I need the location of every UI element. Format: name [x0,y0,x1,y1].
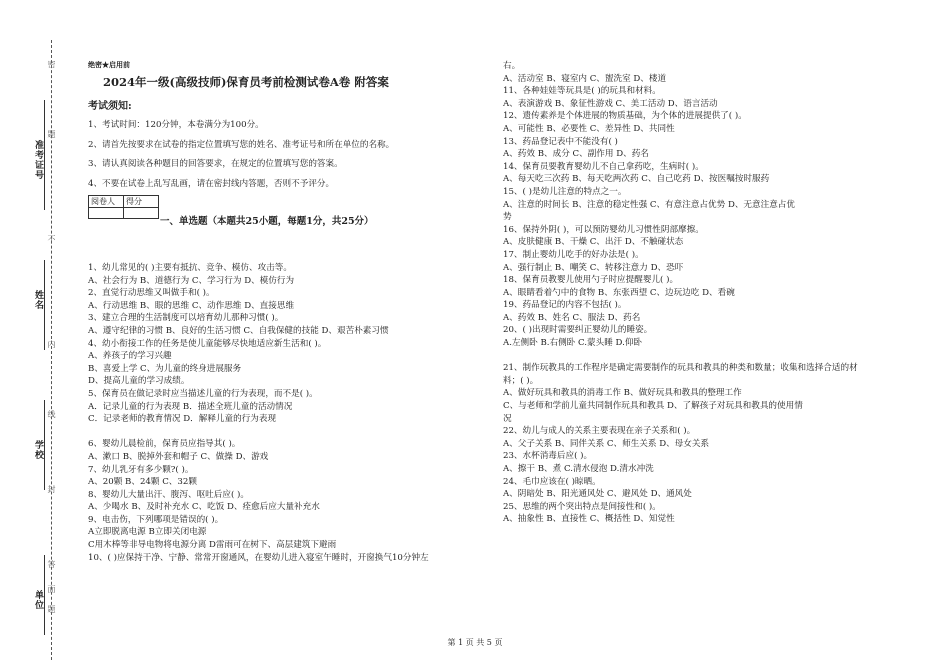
question-line: C用木棒等非导电物将电源分离 D雷雨可在树下、高层建筑下避雨 [88,540,337,551]
question-line: A、漱口 B、脱掉外套和帽子 C、做操 D、游戏 [88,451,269,462]
question-line [503,350,858,363]
question-line: A、活动室 B、寝室内 C、盥洗室 D、楼道 [503,73,667,84]
score-blank [124,208,159,219]
question-line: A、可能性 B、必要性 C、差异性 D、共同性 [503,123,675,134]
question-line: A、行动思维 B、眼的思维 C、动作思维 D、直接思维 [88,300,295,311]
secret-mark: 绝密★启用前 [88,60,130,69]
question-line: 7、幼儿乳牙有多少颗?( )。 [88,464,194,475]
question-line: 22、幼儿与成人的关系主要表现在亲子关系和( )。 [503,426,696,437]
question-line: 14、保育员要教育婴幼儿不自己拿药吃，生病时( )。 [503,161,704,172]
question-line: 4、幼小衔接工作的任务是使儿童能够尽快地适应新生活和( )。 [88,338,327,349]
question-line: A、皮肤健康 B、干燥 C、出汗 D、不触碰状态 [503,237,684,248]
question-line: A、强行制止 B、嘲笑 C、转移注意力 D、恐吓 [503,262,684,273]
unit-label: 单位 [33,590,43,610]
seal-char: 封 [47,485,56,493]
question-line: 18、保育员教婴儿使用勺子时应提醒婴儿( )。 [503,275,679,286]
exam-no-line [44,100,45,210]
reviewer-blank [89,208,124,219]
question-line: 3、建立合理的生活制度可以培育幼儿那种习惯( )。 [88,313,284,324]
seal-char: 线 [47,410,56,418]
notice-item: 3、请认真阅读各种题目的回答要求，在规定的位置填写您的答案。 [88,159,343,169]
seal-char: 内 [47,340,56,348]
question-line: A、养孩子的学习兴趣 [88,351,172,362]
question-line: A.左侧卧 B.右侧卧 C.蒙头睡 D.仰卧 [503,338,643,349]
question-line: 13、药品登记表中不能没有( ) [503,136,618,147]
question-line: 16、保持外阴( )，可以预防婴幼儿习惯性阴部摩擦。 [503,224,704,235]
notice-item: 4、不要在试卷上乱写乱画，请在密封线内答题，否则不予评分。 [88,179,335,189]
question-line: 24、毛巾应该在( )晾晒。 [503,476,601,487]
question-line: A、遵守纪律的习惯 B、良好的生活习惯 C、自我保健的技能 D、艰苦朴素习惯 [88,325,389,336]
question-line: 2、直觉行动思维又叫做手和( )。 [88,288,215,299]
question-line: A、抽象性 B、直接性 C、概括性 D、知觉性 [503,514,675,525]
question-line: 况 [503,413,512,424]
question-line: C、与老师和学前儿童共同制作玩具和教具 D、了解孩子对玩具和教具的使用情 [503,401,803,412]
question-line: A、药效 B、姓名 C、服法 D、药名 [503,312,641,323]
question-line: 势 [503,212,512,223]
question-line: 右。 [503,61,521,71]
seal-char: 密 [47,60,56,68]
question-line: A、擦干 B、煮 C.清水侵泡 D.清水冲洗 [503,464,654,474]
notice-item: 2、请首先按要求在试卷的指定位置填写您的姓名、准考证号和所在单位的名称。 [88,140,395,150]
question-line: 10、( )应保持干净、宁静、常常开窗通风，在婴幼儿进入寝室午睡时，开窗换气10分钟左 [88,552,429,563]
reviewer-cell: 阅卷人 [89,196,124,208]
question-line: 料；( )。 [503,375,539,386]
section-title: 一、单选题（本题共25小题，每题1分，共25分） [160,216,374,227]
question-line: A、药效 B、成分 C、副作用 D、药名 [503,149,649,160]
question-line: A．记录儿童的行为表现 B．描述全班儿童的活动情况 [88,401,293,412]
name-line [44,260,45,350]
question-line: A立即脱离电源 B立即关闭电源 [88,527,207,538]
score-table [88,195,159,219]
name-label: 姓名 [33,290,43,310]
question-line: D、提高儿童的学习成绩。 [88,376,190,387]
unit-line [44,555,45,635]
question-line: A、少喝水 B、及时补充水 C、吃饭 D、痊愈后应大量补充水 [88,502,320,513]
question-line: 5、保育员在做记录时应当描述儿童的行为表现，而不是( )。 [88,388,318,399]
question-line: C．记录老师的教育情况 D．解释儿童的行为表现 [88,414,277,425]
seal-char: 题 [47,130,56,138]
question-line: A、父子关系 B、同伴关系 C、师生关系 D、母女关系 [503,438,710,449]
question-line: 6、婴幼儿晨检前，保育员应指导其( )。 [88,439,241,450]
question-line: 25、思维的两个突出特点是间接性和( )。 [503,501,661,512]
school-label: 学校 [33,440,43,460]
question-line [88,426,429,439]
question-line: 9、电击伤，下列哪项是错误的( )。 [88,514,224,525]
seal-char: 面 [47,585,56,593]
questions-left-column [88,262,429,564]
school-line [44,400,45,490]
question-line: A、每天吃三次药 B、每天吃两次药 C、自己吃药 D、按医嘱按时服药 [503,174,770,185]
question-line: 20、( )出现时需要纠正婴幼儿的睡姿。 [503,325,653,336]
question-line: 15、( )是幼儿注意的特点之一。 [503,186,627,197]
score-cell: 得分 [124,196,159,208]
question-line: 8、婴幼儿大量出汗、腹泻、呕吐后应( )。 [88,489,249,500]
notice-title: 考试须知: [88,101,132,112]
question-line: A、眼睛看着勺中的食物 B、东张西望 C、边玩边吃 D、看碗 [503,287,735,298]
question-line: A、做好玩具和教具的消毒工作 B、做好玩具和教具的整理工作 [503,388,742,399]
binding-margin [0,0,70,671]
question-line: 12、遗传素养是个体进展的物质基础，为个体的进展提供了( )。 [503,111,747,122]
seal-char: 答 [47,560,56,568]
question-line: A、社会行为 B、道德行为 C、学习行为 D、模仿行为 [88,275,295,286]
seal-char: 不 [47,235,56,243]
question-line: B、喜爱上学 C、为儿童的终身进展服务 [88,363,242,374]
notice-item: 1、考试时间：120分钟，本卷满分为100分。 [88,120,264,130]
question-line: A、20颗 B、24颗 C、32颗 [88,477,197,488]
question-line: A、表演游戏 B、象征性游戏 C、美工活动 D、语言活动 [503,98,718,109]
questions-right-column [503,60,858,526]
exam-title: 2024年一级(高级技师)保育员考前检测试卷A卷 附答案 [103,75,389,89]
question-line: A、注意的时间长 B、注意的稳定性强 C、有意注意占优势 D、无意注意占优 [503,199,795,210]
question-line: 23、水杯消毒后应( )。 [503,451,593,462]
question-line: A、阴暗处 B、阳光通风处 C、避风处 D、通风处 [503,489,692,500]
question-line: 11、各种娃娃等玩具是( )的玩具和材料。 [503,86,661,97]
question-line: 21、制作玩教具的工作程序是确定需要制作的玩具和教具的种类和数量；收集和选择合适的材 [503,363,858,374]
question-line: 19、药品登记的内容不包括( )。 [503,300,627,311]
question-line: 1、幼儿常见的( )主要有抵抗、竞争、模仿、攻击等。 [88,263,292,273]
question-line: 17、制止婴幼儿吃手的好办法是( )。 [503,249,644,260]
page-footer: 第 1 页 共 5 页 [447,638,503,647]
exam-no-label: 准考证号 [33,140,43,180]
seal-char: 题 [47,605,56,613]
